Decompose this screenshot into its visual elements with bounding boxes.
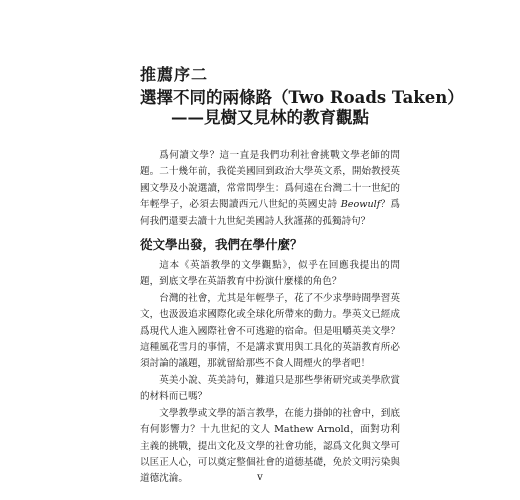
paragraph-text: ？爲何我們還要去讀十九世紀美國詩人狄謹蓀的孤獨詩句？	[140, 199, 400, 227]
chapter-title	[140, 88, 464, 128]
paragraph-text: 爲何讀文學？這一直是我們功利社會挑戰文學老師的問題。二十幾年前，我從美國回到政治大學英文系，開始教授英國文學及小說選讀，常常問學生：爲何遠在台灣二十一世紀的年輕學子，必須去閱讀西元八世紀的英國史詩	[140, 150, 400, 211]
paragraph: 文學教學或文學的語言教學，在能力掛帥的社會中，到底有何影響力？十九世紀的文人 Mathew Arnold，面對功利主義的挑戰，提出文化及文學的社會功能，認爲文化與文學可以匡正人心，可以奠定整個社會的道德基礎，免於文明污染與道德沈淪。	[140, 407, 400, 485]
section-label: 推薦序二	[140, 65, 209, 84]
page-number: v	[257, 472, 263, 483]
body-text	[140, 148, 400, 488]
title-subtitle: ——見樹又見林的教育觀點	[171, 108, 369, 127]
italic-title: Beowulf	[340, 199, 381, 211]
paragraph: 這本《英語教學的文學觀點》，似乎在回應我提出的問題，到底文學在英語教育中扮演什麼樣的角色？	[140, 260, 400, 288]
paragraph: 台灣的社會，尤其是年輕學子，花了不少求學時間學習英文，也汲汲追求國際化或全球化所帶來的動力。學英文已經成爲現代人進入國際社會不可逃避的宿命。但是咀嚼英美文學？這種風花雪月的事情，不是講求實用與工具化的英語教育所必須討論的議題，那就留給那些不食人間煙火的學者吧！	[140, 292, 400, 370]
paragraph	[140, 148, 400, 230]
section-heading: 從文學出發，我們在學什麼？	[140, 237, 303, 253]
title-main: 選擇不同的兩條路（Two Roads Taken）	[140, 88, 464, 107]
paragraph: 英美小說、英美詩句，難道只是那些學術研究或美學欣賞的材料而已嗎？	[140, 374, 400, 403]
